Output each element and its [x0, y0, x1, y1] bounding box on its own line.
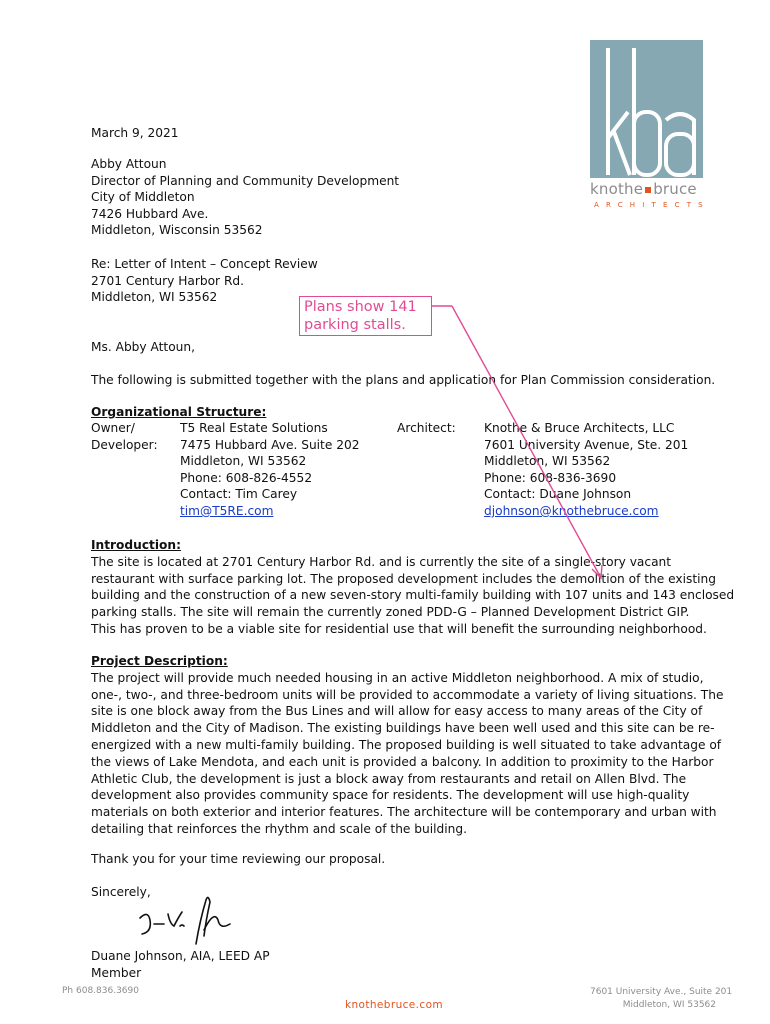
- re-line: Re: Letter of Intent – Concept Review: [91, 257, 318, 271]
- closing-line: Sincerely,: [91, 885, 151, 899]
- project-line: development also provides community space for residents. The development will use high-quality: [91, 788, 690, 803]
- owner-line: Phone: 608-826-4552: [180, 470, 313, 485]
- logo-wordmark: [590, 180, 708, 198]
- signer-block: [91, 948, 270, 981]
- footer-website[interactable]: knothebruce.com: [345, 999, 444, 1011]
- letter-date: March 9, 2021: [91, 126, 179, 140]
- intro-line: The site is located at 2701 Century Harbor Rd. and is currently the site of a single-story vacant: [91, 554, 672, 569]
- callout-line: parking stalls.: [304, 317, 406, 333]
- signature-icon: [134, 890, 244, 950]
- intro-heading: Introduction:: [91, 538, 181, 552]
- thanks-line: Thank you for your time reviewing our proposal.: [91, 852, 386, 866]
- recipient-line: 7426 Hubbard Ave.: [91, 206, 209, 221]
- owner-details: [180, 420, 359, 520]
- project-line: Athletic Club, the development is just a block away from restaurants and retail on Allen Blvd. The: [91, 771, 687, 786]
- intro-section: [91, 537, 735, 638]
- project-line: detailing that reinforces the rhythm and scale of the building.: [91, 821, 467, 836]
- logo-brand-right: bruce: [653, 180, 697, 198]
- signer-name: Duane Johnson, AIA, LEED AP: [91, 949, 270, 963]
- project-line: site is one block away from the Bus Lines and will allow for easy access to many areas of the City of: [91, 704, 703, 719]
- project-section: [91, 653, 724, 838]
- footer-address: [590, 986, 733, 1012]
- project-line: energized with a new multi-family building. The proposed building is well situated to take advantage of: [91, 737, 722, 752]
- callout-line: Plans show 141: [304, 299, 417, 315]
- re-line: Middleton, WI 53562: [91, 290, 218, 305]
- footer-address-line: 7601 University Ave., Suite 201: [590, 987, 733, 997]
- kba-logo-block: [590, 40, 703, 178]
- intro-line: building and the construction of a new seven-story multi-family building with 107 units and 143 enclosed: [91, 588, 735, 603]
- architect-line: Contact: Duane Johnson: [484, 487, 632, 502]
- project-line: The project will provide much needed housing in an active Middleton neighborhood. A mix of studio,: [91, 670, 704, 685]
- recipient-line: Middleton, Wisconsin 53562: [91, 223, 263, 238]
- project-line: one-, two-, and three-bedroom units will be provided to accommodate a variety of living situations. The: [91, 687, 724, 702]
- owner-line: 7475 Hubbard Ave. Suite 202: [180, 437, 360, 452]
- intro-line: parking stalls. The site will remain the currently zoned PDD-G – Planned Development District GIP.: [91, 605, 690, 620]
- intro-line: restaurant with surface parking lot. The proposed development includes the demolition of the existing: [91, 571, 716, 586]
- re-block: [91, 256, 318, 306]
- owner-label: [91, 420, 158, 453]
- owner-email-link[interactable]: tim@T5RE.com: [180, 503, 274, 518]
- owner-label-line: Developer:: [91, 437, 158, 452]
- kba-monogram-icon: [590, 40, 703, 178]
- project-line: Middleton and the City of Madison. The existing buildings have been well used and this site can be re-: [91, 721, 715, 736]
- logo-subtitle: ARCHITECTS: [594, 201, 710, 209]
- salutation: Ms. Abby Attoun,: [91, 340, 195, 354]
- org-heading: Organizational Structure:: [91, 405, 267, 419]
- footer-phone: Ph 608.836.3690: [62, 986, 139, 996]
- opening-paragraph: The following is submitted together with the plans and application for Plan Commission consideration.: [91, 373, 716, 387]
- owner-line: T5 Real Estate Solutions: [180, 421, 328, 435]
- architect-line: Middleton, WI 53562: [484, 454, 611, 469]
- recipient-line: City of Middleton: [91, 190, 195, 205]
- signer-title: Member: [91, 965, 142, 980]
- annotation-callout[interactable]: [299, 296, 432, 336]
- recipient-line: Director of Planning and Community Development: [91, 173, 400, 188]
- architect-line: 7601 University Avenue, Ste. 201: [484, 437, 689, 452]
- architect-line: Knothe & Bruce Architects, LLC: [484, 421, 675, 435]
- footer-address-line: Middleton, WI 53562: [622, 1000, 716, 1010]
- logo-brand-left: knothe: [590, 180, 644, 198]
- recipient-line: Abby Attoun: [91, 157, 167, 171]
- architect-line: Phone: 608-836-3690: [484, 470, 617, 485]
- project-heading: Project Description:: [91, 654, 228, 668]
- logo-dot-icon: [645, 187, 651, 193]
- recipient-block: [91, 156, 399, 239]
- intro-line: This has proven to be a viable site for residential use that will benefit the surrounding neighborhood.: [91, 621, 707, 636]
- owner-line: Contact: Tim Carey: [180, 487, 298, 502]
- project-line: the views of Lake Mendota, and each unit is provided a balcony. In addition to proximity to the Harbor: [91, 754, 714, 769]
- owner-line: Middleton, WI 53562: [180, 454, 307, 469]
- project-line: materials on both exterior and interior features. The architecture will be contemporary and urban with: [91, 805, 717, 820]
- architect-details: [484, 420, 688, 520]
- owner-label-line: Owner/: [91, 421, 135, 435]
- re-line: 2701 Century Harbor Rd.: [91, 273, 245, 288]
- architect-email-link[interactable]: djohnson@knothebruce.com: [484, 503, 659, 518]
- architect-label: Architect:: [397, 421, 456, 435]
